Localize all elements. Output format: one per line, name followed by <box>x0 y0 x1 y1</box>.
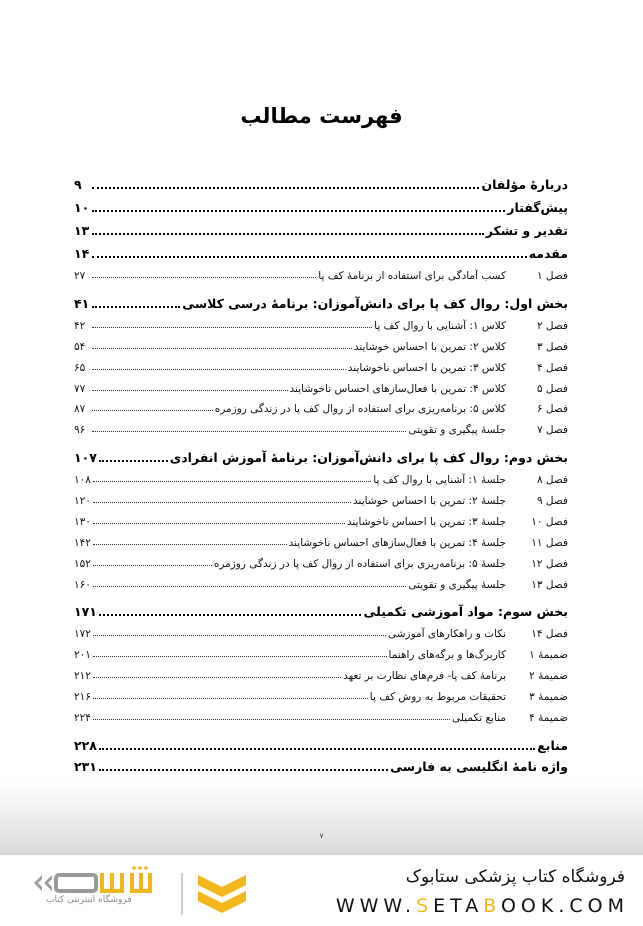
toc-page-number: ۱۴ <box>74 246 90 261</box>
url-part: ETA <box>433 895 484 917</box>
toc-entry-title: کلاس ۲: تمرین با احساس خوشایند <box>353 341 506 353</box>
toc-section-row[interactable] <box>74 172 568 192</box>
chapter-number: فصل ۸ <box>536 474 568 486</box>
chapter-number: فصل ۶ <box>536 403 568 415</box>
toc-entry-title: جلسهٔ پیگیری و تقویتی <box>408 579 506 591</box>
toc-entry-title: جلسهٔ ۱: آشنایی با روال کف پا <box>373 474 506 486</box>
chevron-logo-icon <box>198 875 246 913</box>
toc-section-row[interactable] <box>74 241 568 261</box>
toc-page-number: ۱۴۲ <box>74 537 91 549</box>
chapter-number: فصل ۲ <box>536 320 568 332</box>
page-number: ۷ <box>319 832 324 840</box>
toc-chapter-row[interactable] <box>74 354 568 374</box>
url-part: OOK.COM <box>500 895 629 917</box>
toc-entry-title: تقدیر و تشکر <box>485 223 568 238</box>
toc-entry-title: دربارهٔ مؤلفان <box>481 177 568 192</box>
toc-entry-title: پیش‌گفتار <box>507 200 568 215</box>
toc-chapter-row[interactable] <box>74 662 568 682</box>
toc-entry-title: منابع تکمیلی <box>451 712 506 724</box>
toc-chapter-row[interactable] <box>74 641 568 661</box>
toc-page-number: ۱۰۷ <box>74 450 97 465</box>
dot-leader <box>92 327 372 328</box>
dot-leader <box>93 565 212 566</box>
chapter-number: فصل ۱۱ <box>531 537 568 549</box>
dot-leader <box>93 523 345 524</box>
toc-page-number: ۱۲۰ <box>74 495 91 507</box>
toc-chapter-row[interactable] <box>74 395 568 415</box>
toc-page-number: ۱۰۸ <box>74 474 91 486</box>
dot-leader <box>92 256 527 258</box>
toc-entry-title: نکات و راهکارهای آموزشی <box>387 628 506 640</box>
toc-chapter-row[interactable] <box>74 333 568 353</box>
toc-chapter-row[interactable] <box>74 262 568 282</box>
toc-section-row[interactable] <box>74 599 568 619</box>
toc-chapter-row[interactable] <box>74 487 568 507</box>
chapter-number: فصل ۱۳ <box>531 579 568 591</box>
toc-chapter-row[interactable] <box>74 508 568 528</box>
toc-page-number: ۱۳۰ <box>74 516 91 528</box>
chapter-number: فصل ۳ <box>536 341 568 353</box>
toc-page-number: ۱۵۲ <box>74 558 91 570</box>
dot-leader <box>92 277 316 278</box>
dot-leader <box>92 369 346 370</box>
toc-entry-title: کلاس ۵: برنامه‌ریزی برای استفاده از روال کف پا در زندگی روزمره <box>214 403 506 415</box>
toc-entry-title: جلسهٔ ۴: تمرین با فعال‌سازهای احساس ناخوشایند <box>288 537 506 549</box>
dot-leader <box>93 719 450 720</box>
toc-section-row[interactable] <box>74 754 568 774</box>
toc-entry-title: برنامهٔ کف پا- فرم‌های نظارت بر تعهد <box>343 670 506 682</box>
toc-chapter-row[interactable] <box>74 683 568 703</box>
toc-entry-title: جلسهٔ ۵: برنامه‌ریزی برای استفاده از روال کف پا در زندگی روزمره <box>213 558 506 570</box>
dot-leader <box>92 233 484 235</box>
page-title: فهرست مطالب <box>240 104 403 128</box>
dot-leader <box>93 635 386 636</box>
toc-chapter-row[interactable] <box>74 529 568 549</box>
toc-page-number: ۱۰ <box>74 200 90 215</box>
toc-page-number: ۶۵ <box>74 362 86 374</box>
chapter-number: فصل ۱۲ <box>531 558 568 570</box>
toc-chapter-row[interactable] <box>74 704 568 724</box>
toc-entry-title: مقدمه <box>528 246 568 261</box>
toc-chapter-row[interactable] <box>74 375 568 395</box>
toc-entry-title: جلسهٔ پیگیری و تقویتی <box>408 424 506 436</box>
toc-page-number: ۸۷ <box>74 403 86 415</box>
toc-page-number: ۴۲ <box>74 320 86 332</box>
dot-leader <box>92 210 505 212</box>
toc-page-number: ۹۶ <box>74 424 86 436</box>
dot-leader <box>92 306 180 308</box>
dot-leader <box>93 677 341 678</box>
logo-subtitle: فروشگاه اینترنتی کتاب <box>46 895 132 905</box>
toc-page-number: ۲۲۴ <box>74 712 91 724</box>
toc-entry-title: منابع <box>537 738 568 753</box>
chapter-number: ضمیمهٔ ۳ <box>529 691 568 703</box>
dot-leader <box>99 748 535 750</box>
chapter-number: فصل ۱۴ <box>531 628 568 640</box>
dot-leader <box>99 460 168 462</box>
toc-page-number: ۵۴ <box>74 341 86 353</box>
url-part: WWW. <box>335 895 417 917</box>
toc-page-number: ۱۶۰ <box>74 579 91 591</box>
dot-leader <box>99 614 362 616</box>
dot-leader <box>92 348 352 349</box>
toc-entry-title: بخش سوم: مواد آموزشی تکمیلی <box>363 604 568 619</box>
toc-page-number: ۲۰۱ <box>74 649 91 661</box>
toc-entry-title: جلسهٔ ۲: تمرین با احساس خوشایند <box>353 495 506 507</box>
chapter-number: ضمیمهٔ ۴ <box>529 712 568 724</box>
chapter-number: فصل ۴ <box>536 362 568 374</box>
toc-section-row[interactable] <box>74 218 568 238</box>
toc-entry-title: تحقیقات مربوط به روش کف پا <box>369 691 506 703</box>
dot-leader <box>93 544 287 545</box>
dot-leader <box>92 431 406 432</box>
toc-page-number: ۲۲۸ <box>74 738 97 753</box>
toc-section-row[interactable] <box>74 195 568 215</box>
toc-entry-title: بخش اول: روال کف پا برای دانش‌آموزان: برنامهٔ درسی کلاسی <box>182 296 568 311</box>
toc-chapter-row[interactable] <box>74 571 568 591</box>
toc-section-row[interactable] <box>74 291 568 311</box>
logo-wordmark <box>34 866 150 891</box>
toc-page-number: ۱۳ <box>74 223 90 238</box>
toc-page-number: ۱۷۲ <box>74 628 91 640</box>
chapter-number: ضمیمهٔ ۲ <box>529 670 568 682</box>
dot-leader <box>93 586 406 587</box>
url-part-accent: B <box>483 895 501 917</box>
toc-chapter-row[interactable] <box>74 550 568 570</box>
dot-leader <box>92 187 479 189</box>
dot-leader <box>92 410 213 411</box>
toc-page-number: ۱۷۱ <box>74 604 97 619</box>
chapter-number: فصل ۱۰ <box>531 516 568 528</box>
toc-page-number: ۹ <box>74 177 82 192</box>
dot-leader <box>99 769 388 771</box>
toc-page-number: ۲۱۲ <box>74 670 91 682</box>
chapter-number: ضمیمهٔ ۱ <box>529 649 568 661</box>
toc-page-number: ۲۷ <box>74 270 86 282</box>
toc-section-row[interactable] <box>74 445 568 465</box>
store-url[interactable] <box>336 895 629 917</box>
toc-entry-title: کلاس ۳: تمرین با احساس ناخوشایند <box>347 362 506 374</box>
toc-entry-title: واژه نامهٔ انگلیسی به فارسی <box>390 759 568 774</box>
toc-section-row[interactable] <box>74 733 568 753</box>
dot-leader <box>92 390 288 391</box>
toc-page-number: ۲۳۱ <box>74 759 97 774</box>
toc-chapter-row[interactable] <box>74 466 568 486</box>
toc-chapter-row[interactable] <box>74 620 568 640</box>
toc-entry-title: کسب آمادگی برای استفاده از برنامهٔ کف پا <box>318 270 506 282</box>
toc-entry-title: کاربرگ‌ها و برگه‌های راهنما <box>388 649 506 661</box>
toc-entry-title: بخش دوم: روال کف پا برای دانش‌آموزان: برنامهٔ آموزش انفرادی <box>169 450 568 465</box>
toc-page-number: ۴۱ <box>74 296 90 311</box>
toc-entry-title: کلاس ۱: آشنایی با روال کف پا <box>374 320 506 332</box>
url-part-accent: S <box>416 895 434 917</box>
chapter-number: فصل ۱ <box>536 270 568 282</box>
chapter-number: فصل ۹ <box>536 495 568 507</box>
dot-leader <box>93 698 368 699</box>
toc-page-number: ۲۱۶ <box>74 691 91 703</box>
toc-entry-title: جلسهٔ ۳: تمرین با احساس ناخوشایند <box>346 516 506 528</box>
toc-page-number: ۷۷ <box>74 383 86 395</box>
chapter-number: فصل ۷ <box>536 424 568 436</box>
dot-leader <box>93 502 351 503</box>
toc-entry-title: کلاس ۴: تمرین با فعال‌سازهای احساس ناخوشایند <box>289 383 506 395</box>
dot-leader <box>93 481 371 482</box>
toc-chapter-row[interactable] <box>74 416 568 436</box>
dot-leader <box>93 656 387 657</box>
chapter-number: فصل ۵ <box>536 383 568 395</box>
store-name: فروشگاه کتاب پزشکی ستابوک <box>405 867 625 887</box>
setabook-logo <box>30 865 260 921</box>
toc-chapter-row[interactable] <box>74 312 568 332</box>
store-footer <box>0 855 643 926</box>
